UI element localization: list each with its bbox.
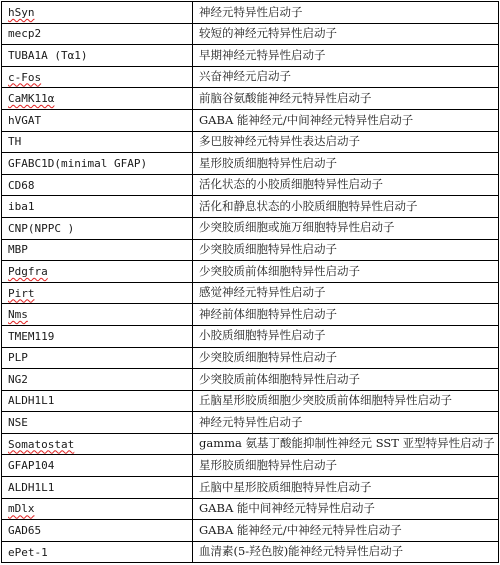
promoter-description-cell: GABA 能中间神经元特异性启动子 [193,498,499,520]
table-row [2,369,499,391]
promoter-name: ePet-1 [8,545,48,559]
promoter-table-body [2,2,499,563]
table-row [2,541,499,563]
promoter-name-cell [2,23,193,45]
promoter-description-cell: 少突胶质细胞或施万细胞特异性启动子 [193,217,499,239]
promoter-name: ALDH1L1 [8,394,55,408]
promoter-name: GFABC1D(minimal GFAP) [8,156,148,170]
table-row [2,304,499,326]
table-row [2,325,499,347]
promoter-name: GAD65 [8,524,42,538]
table-row [2,109,499,131]
promoter-description-cell: 少突胶质细胞特异性启动子 [193,347,499,369]
promoter-name-cell [2,153,193,175]
table-row [2,2,499,24]
table-row [2,390,499,412]
promoter-name: TMEM119 [8,329,55,343]
promoter-name: mDlx [8,502,35,516]
promoter-name: CaMK11α [8,92,55,106]
promoter-name: hVGAT [8,113,42,127]
table-row [2,88,499,110]
promoter-name-cell [2,109,193,131]
promoter-name-cell [2,498,193,520]
promoter-name-cell [2,390,193,412]
promoter-name: Somatostat [8,437,75,451]
promoter-name-cell [2,455,193,477]
promoter-name-cell [2,412,193,434]
promoter-description-cell: 早期神经元特异性启动子 [193,45,499,67]
promoter-name-cell [2,196,193,218]
promoter-name-cell [2,325,193,347]
promoter-name-cell [2,217,193,239]
promoter-name-cell [2,369,193,391]
table-row [2,239,499,261]
table-row [2,520,499,542]
promoter-name-cell [2,541,193,563]
table-row [2,23,499,45]
promoter-description-cell: 前脑谷氨酸能神经元特异性启动子 [193,88,499,110]
promoter-name-cell [2,131,193,153]
table-row [2,217,499,239]
promoter-name: c-Fos [8,70,42,84]
table-row [2,433,499,455]
table-row [2,131,499,153]
promoter-name: NG2 [8,372,28,386]
table-row [2,45,499,67]
promoter-name: CNP(NPPC ) [8,221,75,235]
promoter-name: GFAP104 [8,459,55,473]
table-row [2,412,499,434]
table-row [2,347,499,369]
table-row [2,153,499,175]
promoter-name: Pirt [8,286,35,300]
promoter-name: Pdgfra [8,264,48,278]
promoter-description-cell: 星形胶质细胞特异性启动子 [193,455,499,477]
promoter-description-cell: 神经前体细胞特异性启动子 [193,304,499,326]
promoter-name-cell [2,433,193,455]
promoter-name: MBP [8,243,28,257]
promoter-name: NSE [8,416,28,430]
promoter-name-cell [2,261,193,283]
promoter-name-cell [2,304,193,326]
promoter-description-cell: 神经元特异性启动子 [193,2,499,24]
promoter-name-cell [2,174,193,196]
promoter-name-cell [2,477,193,499]
table-row [2,498,499,520]
table-row [2,455,499,477]
table-row [2,196,499,218]
promoter-name-cell [2,2,193,24]
promoter-name: iba1 [8,200,35,214]
promoter-name-cell [2,347,193,369]
promoter-name: hSyn [8,5,35,19]
promoter-description-cell: 少突胶质前体细胞特异性启动子 [193,261,499,283]
promoter-description-cell: 较短的神经元特异性启动子 [193,23,499,45]
promoter-description-cell: 丘脑中星形胶质细胞特异性启动子 [193,477,499,499]
table-row [2,261,499,283]
promoter-name-cell [2,88,193,110]
table-row [2,477,499,499]
promoter-description-cell: 血清素(5-羟色胺)能神经元特异性启动子 [193,541,499,563]
table-row [2,66,499,88]
promoter-description-cell: 星形胶质细胞特异性启动子 [193,153,499,175]
promoter-name-cell [2,282,193,304]
promoter-description-cell: 活化状态的小胶质细胞特异性启动子 [193,174,499,196]
promoter-name: TH [8,135,22,149]
table-row [2,282,499,304]
promoter-name: TUBA1A (Tα1) [8,48,88,62]
promoter-name: mecp2 [8,27,42,41]
promoter-name-cell [2,66,193,88]
promoter-name-cell [2,520,193,542]
promoter-description-cell: 感觉神经元特异性启动子 [193,282,499,304]
promoter-table [1,1,499,563]
promoter-description-cell: 少突胶质前体细胞特异性启动子 [193,369,499,391]
table-row [2,174,499,196]
promoter-description-cell: 多巴胺神经元特异性表达启动子 [193,131,499,153]
promoter-description-cell: 活化和静息状态的小胶质细胞特异性启动子 [193,196,499,218]
promoter-name: Nms [8,308,28,322]
promoter-description-cell: 丘脑星形胶质细胞少突胶质前体细胞特异性启动子 [193,390,499,412]
promoter-description-cell: 少突胶质细胞特异性启动子 [193,239,499,261]
promoter-description-cell: 神经元特异性启动子 [193,412,499,434]
promoter-name-cell [2,45,193,67]
promoter-description-cell: GABA 能神经元/中间神经元特异性启动子 [193,109,499,131]
promoter-name: CD68 [8,178,35,192]
promoter-description-cell: 小胶质细胞特异性启动子 [193,325,499,347]
promoter-description-cell: GABA 能神经元/中神经元特异性启动子 [193,520,499,542]
promoter-name: ALDH1L1 [8,480,55,494]
promoter-description-cell: 兴奋神经元启动子 [193,66,499,88]
promoter-description-cell: gamma 氨基丁酸能抑制性神经元 SST 亚型特异性启动子 [193,433,499,455]
promoter-name-cell [2,239,193,261]
promoter-name: PLP [8,351,28,365]
